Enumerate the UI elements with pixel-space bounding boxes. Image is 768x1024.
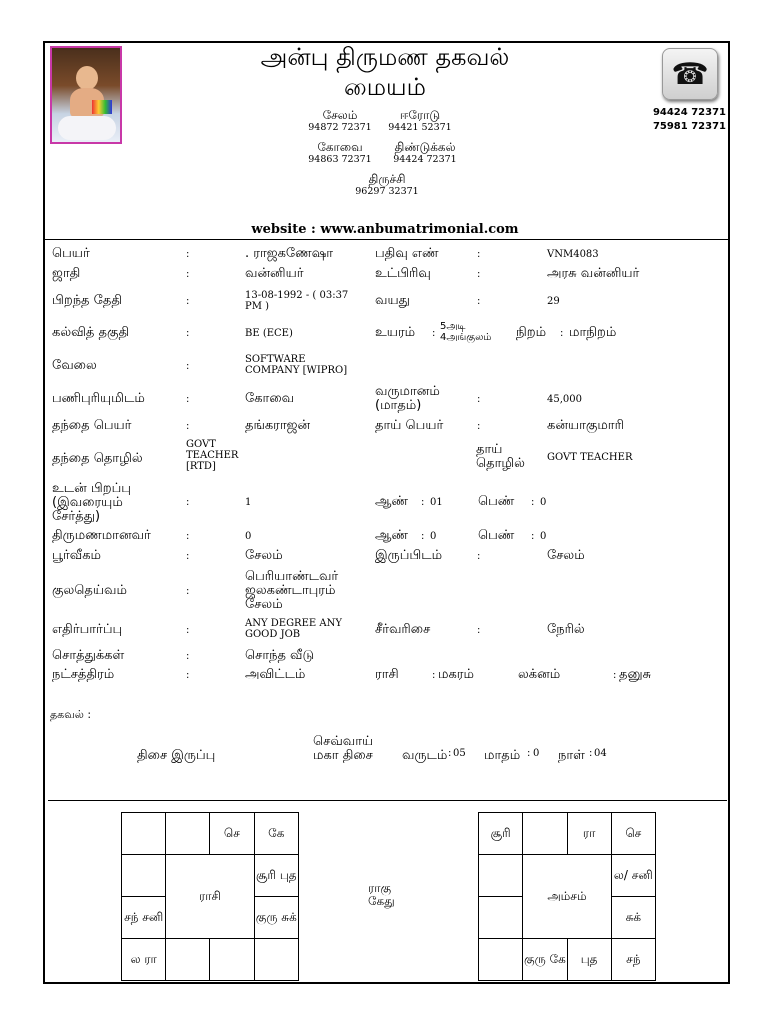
colon: : xyxy=(477,269,481,280)
branch-erode: ஈரோடு 94421 52371 xyxy=(388,108,452,133)
colon: : xyxy=(186,551,190,562)
deity-value: பெரியாண்டவர் ஜலகண்டாபுரம் சேலம் xyxy=(245,569,339,612)
rasi-cell-4: கே xyxy=(254,813,298,855)
expect-label: எதிர்பார்ப்பு xyxy=(52,622,123,637)
siblings-label: உடன் பிறப்பு (இவரையும் சேர்த்து) xyxy=(52,481,131,524)
branch-trichy: திருச்சி 96297 32371 xyxy=(355,172,419,197)
profile-photo xyxy=(50,46,122,144)
edu-label: கல்வித் தகுதி xyxy=(52,325,130,340)
rasi-cell-12: குரு சுக் xyxy=(254,897,298,939)
colon: : xyxy=(186,328,190,339)
amsam-cell-1: சூரி xyxy=(479,813,523,855)
lagnam-label: லக்னம் xyxy=(518,667,561,682)
amsam-cell-5 xyxy=(479,855,523,897)
mother-value: கன்யாகுமாரி xyxy=(547,418,624,433)
workplace-label: பணிபுரியுமிடம் xyxy=(52,391,145,406)
colon: : xyxy=(421,497,425,508)
native-value: சேலம் xyxy=(245,548,283,563)
caste-value: வன்னியர் xyxy=(245,266,304,281)
day-label: நாள் xyxy=(558,748,585,763)
middle-planets: ராகு கேது xyxy=(368,881,395,908)
subcaste-value: அரசு வன்னியர் xyxy=(547,266,640,281)
photo-toy xyxy=(58,116,116,140)
amsam-center: அம்சம் xyxy=(523,855,611,939)
rasi-cell-9: சந் சனி xyxy=(122,897,166,939)
workplace-value: கோவை xyxy=(245,391,295,406)
height-value: 5அடி 4அங்குலம் xyxy=(440,321,492,343)
siblings-female-value: 0 xyxy=(540,497,547,508)
residence-value: சேலம் xyxy=(547,548,585,563)
dowry-label: சீர்வரிசை xyxy=(375,622,431,637)
reg-label: பதிவு எண் xyxy=(375,246,439,261)
star-value: அவிட்டம் xyxy=(245,667,306,682)
colon: : xyxy=(186,531,190,542)
colon: : xyxy=(531,497,535,508)
amsam-chart xyxy=(478,812,656,981)
year-label: வருடம் xyxy=(402,748,448,763)
colon: : xyxy=(477,249,481,260)
name-value: . ராஜகணேஷா xyxy=(245,246,334,261)
married-female-label: பெண் xyxy=(478,528,515,543)
dowry-value: நேரில் xyxy=(547,622,585,637)
height-label: உயரம் xyxy=(375,325,416,340)
title-line2: மையம் xyxy=(344,73,426,101)
right-phone-1: 94424 72371 xyxy=(652,107,726,118)
colon: : xyxy=(527,748,531,759)
colon: : xyxy=(477,551,481,562)
chart-divider xyxy=(48,800,727,801)
rasi-cell-8: சூரி புத xyxy=(254,855,298,897)
job-value: SOFTWARE COMPANY [WIPRO] xyxy=(245,354,348,376)
header-divider xyxy=(45,239,730,240)
married-female-value: 0 xyxy=(540,531,547,542)
amsam-cell-12: சுக் xyxy=(611,897,655,939)
colon: : xyxy=(186,361,190,372)
age-label: வயது xyxy=(375,293,410,308)
property-label: சொத்துக்கள் xyxy=(52,648,125,663)
colon: : xyxy=(477,296,481,307)
colon: : xyxy=(421,531,425,542)
caste-label: ஜாதி xyxy=(52,266,81,281)
native-label: பூர்வீகம் xyxy=(52,548,102,563)
colon: : xyxy=(477,421,481,432)
star-label: நட்சத்திரம் xyxy=(52,667,115,682)
rasi-cell-3: செ xyxy=(210,813,254,855)
colon: : xyxy=(432,670,436,681)
title-line1: அன்பு திருமண தகவல் xyxy=(260,43,510,71)
right-phone-2: 75981 72371 xyxy=(652,121,726,132)
amsam-cell-9 xyxy=(479,897,523,939)
branch-dindigul: திண்டுக்கல் 94424 72371 xyxy=(393,140,457,165)
month-label: மாதம் xyxy=(484,748,521,763)
photo-head xyxy=(76,66,98,90)
income-label: வருமானம் (மாதம்) xyxy=(375,384,440,413)
deity-label: குலதெய்வம் xyxy=(52,583,127,598)
job-label: வேலை xyxy=(52,358,97,373)
amsam-cell-2 xyxy=(523,813,567,855)
photo-toy-stripe xyxy=(92,100,112,114)
expect-value: ANY DEGREE ANY GOOD JOB xyxy=(245,618,342,640)
mother-label: தாய் பெயர் xyxy=(375,418,444,433)
subcaste-label: உட்பிரிவு xyxy=(375,266,431,281)
property-value: சொந்த வீடு xyxy=(245,648,315,663)
rasi-cell-13: ல ரா xyxy=(122,939,166,981)
amsam-cell-8: ல/ சனி xyxy=(611,855,655,897)
mother-job-label: தாய் தொழில் xyxy=(476,442,525,471)
colon: : xyxy=(477,625,481,636)
colon: : xyxy=(432,328,436,339)
residence-label: இருப்பிடம் xyxy=(375,548,443,563)
siblings-male-value: 01 xyxy=(430,497,443,508)
name-label: பெயர் xyxy=(52,246,90,261)
mother-job-value: GOVT TEACHER xyxy=(547,452,633,463)
rasi-cell-15 xyxy=(210,939,254,981)
rasi-cell-16 xyxy=(254,939,298,981)
siblings-male-label: ஆண் xyxy=(375,494,408,509)
dasa-name: செவ்வாய் மகா திசை xyxy=(313,734,374,763)
colon: : xyxy=(477,394,481,405)
colon: : xyxy=(186,296,190,307)
colon: : xyxy=(589,748,593,759)
amsam-cell-16: சந் xyxy=(611,939,655,981)
complexion-value: மாநிறம் xyxy=(569,325,617,340)
rasi-cell-14 xyxy=(166,939,210,981)
lagnam-value: தனுசு xyxy=(619,667,652,682)
married-male-label: ஆண் xyxy=(375,528,408,543)
rasi-chart xyxy=(121,812,299,981)
website-text: website : www.anbumatrimonial.com xyxy=(251,222,519,237)
year-value: 05 xyxy=(453,748,466,759)
rasi-cell-1 xyxy=(122,813,166,855)
branch-kovai: கோவை 94863 72371 xyxy=(308,140,372,165)
amsam-cell-3: ரா xyxy=(567,813,611,855)
colon: : xyxy=(186,586,190,597)
colon: : xyxy=(448,748,452,759)
reg-value: VNM4083 xyxy=(547,249,599,260)
married-male-value: 0 xyxy=(430,531,437,542)
rasi-center: ராசி xyxy=(166,855,254,939)
edu-value: BE (ECE) xyxy=(245,328,293,339)
colon: : xyxy=(186,249,190,260)
siblings-female-label: பெண் xyxy=(478,494,515,509)
rasi-value: மகரம் xyxy=(438,667,474,682)
colon: : xyxy=(186,670,190,681)
age-value: 29 xyxy=(547,296,560,307)
day-value: 04 xyxy=(594,748,607,759)
dob-label: பிறந்த தேதி xyxy=(52,293,122,308)
branch-salem: சேலம் 94872 72371 xyxy=(308,108,372,133)
dob-value: 13-08-1992 - ( 03:37 PM ) xyxy=(245,290,349,312)
colon: : xyxy=(186,269,190,280)
info-label: தகவல் : xyxy=(50,708,92,721)
father-label: தந்தை பெயர் xyxy=(52,418,132,433)
colon: : xyxy=(186,651,190,662)
colon: : xyxy=(531,531,535,542)
rasi-cell-2 xyxy=(166,813,210,855)
colon: : xyxy=(613,670,617,681)
complexion-label: நிறம் xyxy=(516,325,547,340)
income-value: 45,000 xyxy=(547,394,582,405)
telephone-icon: ☎ xyxy=(662,48,718,100)
rasi-cell-5 xyxy=(122,855,166,897)
colon: : xyxy=(186,421,190,432)
colon: : xyxy=(186,625,190,636)
siblings-value: 1 xyxy=(245,497,252,508)
colon: : xyxy=(186,394,190,405)
amsam-cell-4: செ xyxy=(611,813,655,855)
month-value: 0 xyxy=(533,748,540,759)
father-value: தங்கராஜன் xyxy=(245,418,311,433)
father-job-value: GOVT TEACHER [RTD] xyxy=(186,439,239,472)
amsam-cell-13 xyxy=(479,939,523,981)
rasi-label: ராசி xyxy=(375,667,399,682)
married-label: திருமணமானவர் xyxy=(52,528,151,543)
colon: : xyxy=(186,497,190,508)
dasa-label: திசை இருப்பு xyxy=(137,748,216,763)
married-value: 0 xyxy=(245,531,252,542)
amsam-cell-14: குரு கே xyxy=(523,939,567,981)
father-job-label: தந்தை தொழில் xyxy=(52,451,143,466)
amsam-cell-15: புத xyxy=(567,939,611,981)
colon: : xyxy=(560,328,564,339)
right-phones xyxy=(650,106,726,134)
